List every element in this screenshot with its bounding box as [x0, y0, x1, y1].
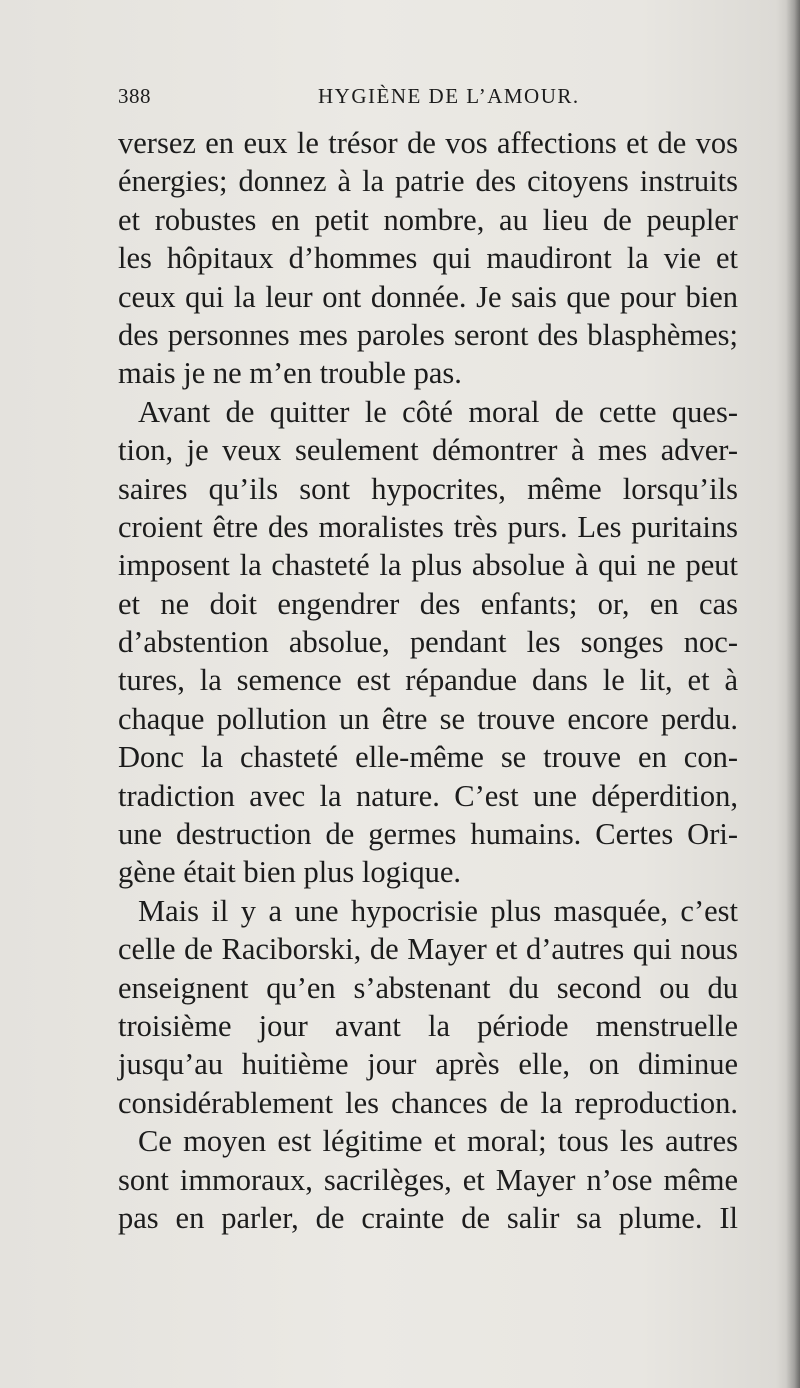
- text-line: imposent la chasteté la plus absolue à qui ne peut: [118, 548, 738, 583]
- text-line: Avant de quitter le côté moral de cette ques-: [138, 394, 738, 429]
- text-line: gène était bien plus logique.: [118, 855, 462, 890]
- text-line: celle de Raciborski, de Mayer et d’autres qui nous: [118, 932, 738, 967]
- text-line: tradiction avec la nature. C’est une déperdition,: [118, 778, 738, 813]
- text-line: troisième jour avant la période menstruelle: [118, 1008, 738, 1043]
- text-line: énergies; donnez à la patrie des citoyens instruits: [118, 164, 738, 199]
- page-edge-shadow: [786, 0, 800, 1388]
- text-line: enseignent qu’en s’abstenant du second ou du: [118, 970, 738, 1005]
- text-line: ceux qui la leur ont donnée. Je sais que pour bien: [118, 279, 738, 314]
- text-line: pas en parler, de crainte de salir sa plume. Il: [118, 1200, 738, 1235]
- text-line: et ne doit engendrer des enfants; or, en cas: [118, 586, 738, 621]
- text-line: tion, je veux seulement démontrer à mes adver-: [118, 433, 738, 468]
- text-line: mais je ne m’en trouble pas.: [118, 356, 462, 391]
- running-title: HYGIÈNE DE L’AMOUR.: [318, 84, 580, 108]
- text-line: saires qu’ils sont hypocrites, même lorsqu’ils: [118, 471, 738, 506]
- text-line: Mais il y a une hypocrisie plus masquée, c’est: [138, 893, 738, 928]
- page-number: 388: [118, 84, 151, 108]
- text-line: croient être des moralistes très purs. Les puritains: [118, 509, 738, 544]
- text-line: Ce moyen est légitime et moral; tous les autres: [138, 1124, 738, 1159]
- text-line: tures, la semence est répandue dans le lit, et à: [118, 663, 738, 698]
- page-header: [118, 84, 738, 114]
- text-line: chaque pollution un être se trouve encore perdu.: [118, 701, 738, 736]
- text-line: sont immoraux, sacrilèges, et Mayer n’ose même: [118, 1162, 738, 1197]
- text-line: Donc la chasteté elle-même se trouve en con-: [118, 740, 738, 775]
- text-line: les hôpitaux d’hommes qui maudiront la vie et: [118, 241, 738, 276]
- text-line: et robustes en petit nombre, au lieu de peupler: [118, 202, 738, 237]
- text-line: une destruction de germes humains. Certes Ori-: [118, 817, 738, 852]
- text-line: d’abstention absolue, pendant les songes noc-: [118, 625, 738, 660]
- body-text: [118, 124, 738, 1237]
- text-line: des personnes mes paroles seront des blasphèmes;: [118, 317, 738, 352]
- text-line: jusqu’au huitième jour après elle, on diminue: [118, 1047, 738, 1082]
- text-line: versez en eux le trésor de vos affections et de vos: [118, 126, 738, 160]
- text-line: considérablement les chances de la reproduction.: [118, 1085, 738, 1120]
